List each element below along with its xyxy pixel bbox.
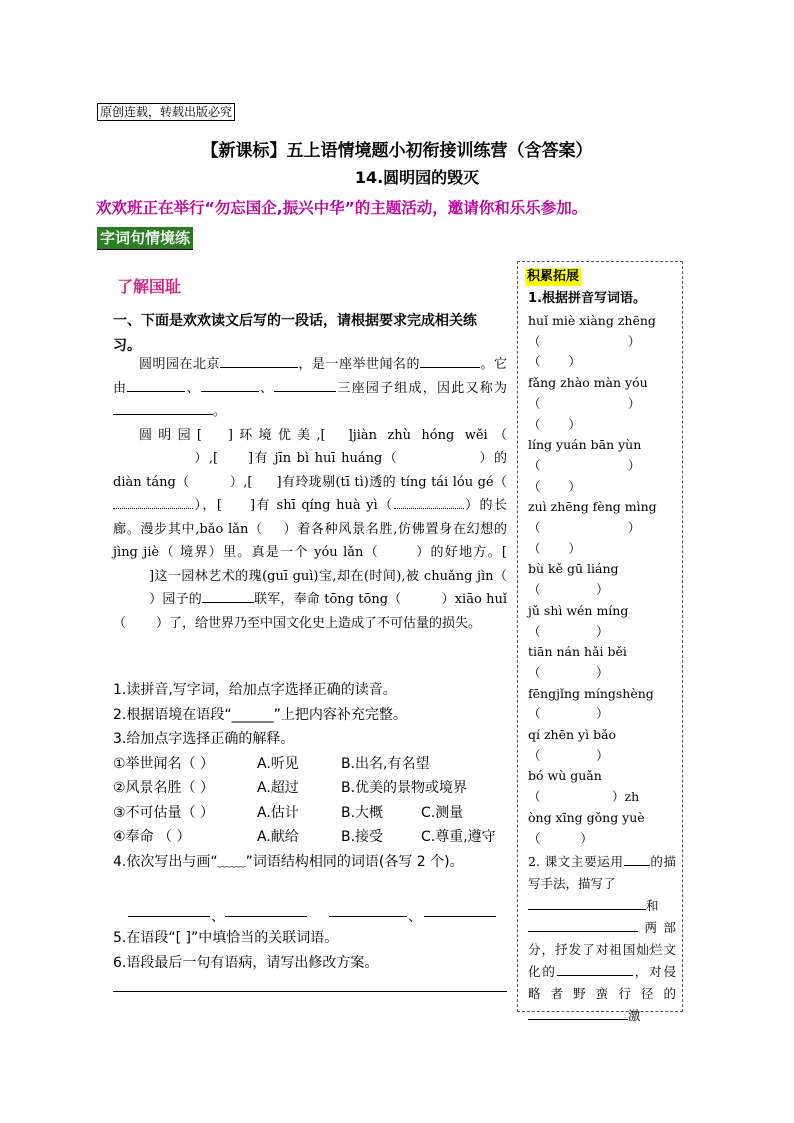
answer-line[interactable] (225, 916, 307, 917)
answer-line[interactable] (424, 916, 496, 917)
answer-brackets: （ ） (528, 354, 581, 370)
answer-brackets: （ ） (528, 623, 609, 639)
pinyin-prompt: bó wù guǎn (528, 768, 602, 784)
answer-brackets: （ ） (528, 664, 609, 680)
blank[interactable] (274, 377, 336, 392)
answer-line[interactable] (128, 916, 210, 917)
sidebar-title: 积累拓展 (527, 269, 580, 284)
task-3: 3.给加点字选择正确的解释。 (113, 731, 295, 747)
pinyin-prompt: zuì zhēng fèng mìng (528, 499, 657, 515)
pinyin-prompt: tiān nán hǎi běi (528, 644, 627, 660)
answer-brackets: （ ）zh (528, 789, 640, 805)
intro-text: 欢欢班正在举行“勿忘国企,振兴中华”的主题活动，邀请你和乐乐参加。 (96, 199, 588, 217)
blank[interactable] (113, 400, 213, 415)
wavy-blank[interactable] (113, 494, 193, 509)
blank[interactable] (202, 588, 254, 603)
pinyin-prompt: fǎng zhào màn yóu (528, 375, 648, 391)
reading-passage (113, 353, 507, 635)
pinyin-prompt: òng xīng gǒng yuè (528, 809, 645, 825)
answer-brackets: （ ） (528, 478, 581, 494)
blank[interactable] (624, 852, 650, 866)
option-row: ②风景名胜（ ） A.超过 B.优美的景物或境界 (113, 780, 468, 796)
page-title: 【新课标】五上语情境题小初衔接训练营（含答案） (201, 141, 593, 161)
passage-paragraph-2: 圆明园[ ]环境优美,[ ]jiàn zhù hóng wěi（）,[ ]有 jīn bì huī huáng（ ）的 diàn táng（ ）,[ ]有玲珑剔(tī tì)透的 tíng tái lóu gé（），[ ]有 shī qíng huà yì（ ）的长廊。漫步其中,bǎo lǎn（ ）着各种风景名胜,仿佛置身在幻想的 jìng jiè（ 境界）里。真是一个 yóu lǎn（ ）的好地方。[]这一园林艺术的瑰(guī guì)宝,却在(时间),被 chuǎng jìn（）园子的 联军，奉命 tōng tōng（ ）xiāo huǐ（ ）了，给世界乃至中国文化史上造成了不可估量的损失。 (113, 427, 508, 631)
pinyin-prompt: huǐ miè xiàng zhēng (528, 313, 656, 328)
option-row: ③不可估量（ ） A.估计 B.大概 C.测量 (113, 804, 464, 821)
sidebar-accumulation-box (517, 261, 683, 1023)
option-row: ①举世闻名（ ） A.听见 B.出名,有名望 (113, 755, 430, 772)
answer-brackets: （ ） (528, 395, 641, 411)
answer-brackets: （ ） (528, 747, 609, 763)
lesson-title: 14.圆明园的毁灭 (354, 168, 480, 187)
task-6: 6.语段最后一句有语病，请写出修改方案。 (113, 954, 379, 971)
task-list-2 (113, 926, 507, 975)
answer-brackets: （ ） (528, 416, 581, 432)
answer-brackets: （ ） (528, 540, 581, 556)
answer-brackets: （ ） (528, 706, 609, 722)
task-4: 4.依次写出与画“﹏﹏”词语结构相同的词语(各写 2 个)。 (113, 853, 464, 870)
question-1-heading: 一、下面是欢欢读文后写的一段话，请根据要求完成相关练习。 (113, 313, 477, 354)
answer-brackets: （ ） (528, 582, 609, 598)
answer-line[interactable] (329, 916, 407, 917)
pinyin-prompt: qí zhēn yì bǎo (528, 727, 617, 743)
task-5: 5.在语段“[ ]”中填恰当的关联词语。 (113, 930, 339, 946)
passage-paragraph-1: 圆明园在北京 ，是一座举世闻名的 。它由 、 、 三座园子组成，因此又称为。 (113, 353, 507, 424)
pinyin-prompt: jǔ shì wén míng (528, 602, 629, 618)
pinyin-prompt: fēngjǐng míngshèng (528, 685, 654, 701)
pinyin-prompt: líng yuán bān yùn (528, 437, 642, 453)
blank[interactable] (557, 962, 633, 976)
answer-brackets: （ ） (528, 333, 641, 349)
pinyin-prompt: bù kě gū liáng (528, 561, 619, 577)
task-2: 2.根据语境在语段“______”上把内容补充完整。 (113, 706, 407, 723)
blank[interactable] (127, 377, 185, 392)
answer-brackets: （ ） (528, 830, 593, 846)
task-list (113, 678, 507, 874)
blank[interactable] (201, 377, 259, 392)
answer-brackets: （ ） (528, 520, 641, 536)
pinyin-list (528, 311, 678, 849)
task-1: 1.读拼音,写字词，给加点字选择正确的读音。 (113, 682, 397, 698)
sidebar-question-1: 1.根据拼音写词语。 (528, 291, 646, 306)
option-row: ④奉命 （ ） A.献给 B.接受 C.尊重,遵守 (113, 829, 496, 845)
answer-brackets: （ ） (528, 457, 641, 473)
section-heading: 了解国耻 (117, 277, 182, 296)
copyright-stamp: 原创连载，转载出版必究 (97, 103, 235, 121)
blank[interactable] (528, 896, 646, 910)
task-6-answer-line[interactable] (113, 991, 507, 992)
blank[interactable] (528, 918, 638, 932)
blank[interactable] (220, 353, 298, 368)
blank[interactable] (420, 353, 480, 368)
sidebar-question-2: 2. 课文主要运用 的描写手法，描写了 和 两部分，抒发了对祖国灿烂文化的 ，对侵略者野蛮行径的激 (528, 854, 676, 1023)
section-badge: 字词句情境练 (97, 227, 193, 250)
task-4-answer-lines: 、 、 (128, 906, 498, 926)
blank[interactable] (528, 1006, 628, 1020)
wavy-blank[interactable] (394, 494, 464, 509)
